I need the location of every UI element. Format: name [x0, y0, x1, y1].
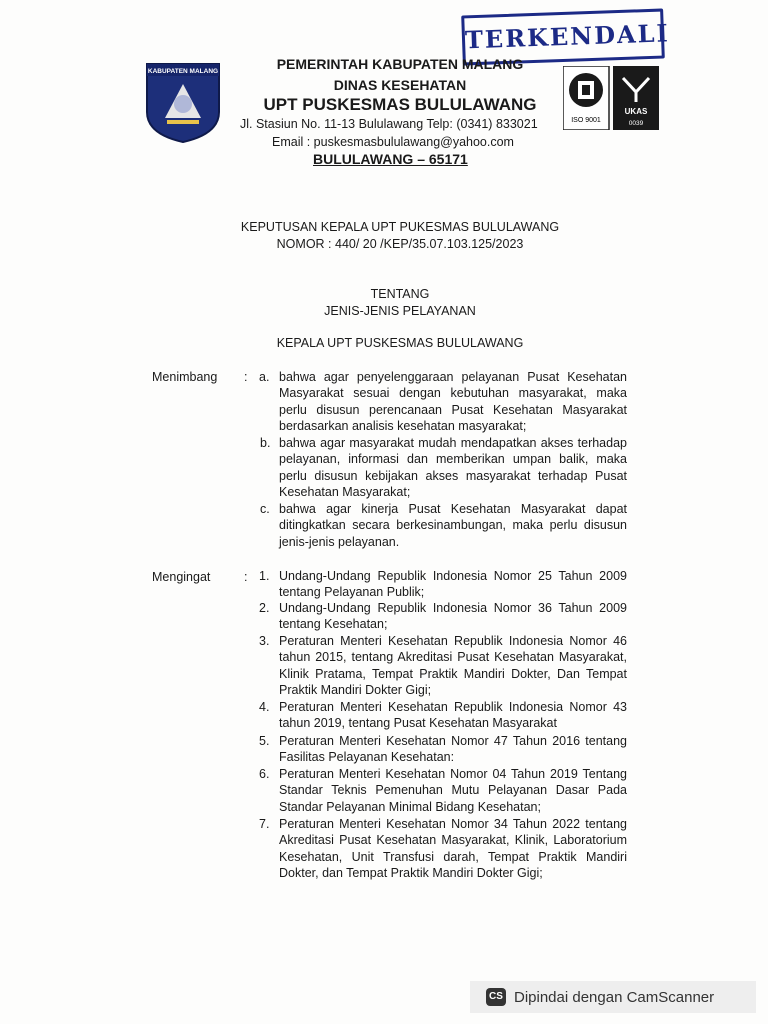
- mengingat-mark-6: 6.: [259, 767, 270, 781]
- mengingat-mark-5: 5.: [259, 734, 270, 748]
- letterhead-government: PEMERINTAH KABUPATEN MALANG: [276, 56, 524, 72]
- mengingat-item-3: Peraturan Menteri Kesehatan Republik Indonesia Nomor 46 tahun 2015, tentang Akreditasi Pusat Kesehatan Masyarakat, Klinik Pratama, Tempat Praktik Mandiri Dokter, Dan Tempat Praktik Mandiri Dokter Gigi;: [279, 634, 627, 698]
- mengingat-item-2: Undang-Undang Republik Indonesia Nomor 36 Tahun 2009 tentang Kesehatan;: [279, 601, 627, 632]
- camscanner-watermark: [470, 981, 756, 1013]
- mengingat-colon: :: [244, 570, 248, 584]
- logo-left-label: KABUPATEN MALANG: [147, 68, 219, 75]
- ukas-code: 0039: [628, 120, 644, 127]
- iso-label: ISO 9001: [571, 117, 601, 124]
- menimbang-colon: :: [244, 370, 248, 384]
- mengingat-item-4: Peraturan Menteri Kesehatan Republik Indonesia Nomor 43 tahun 2019, tentang Pusat Kesehatan Masyarakat: [279, 700, 627, 731]
- menimbang-item-a: bahwa agar penyelenggaraan pelayanan Pusat Kesehatan Masyarakat sesuai dengan kebutuhan masyarakat, maka perlu disusun perencanaan Pusat Kesehatan Masyarakat berdasarkan analisis kesehatan masyarakat;: [279, 370, 627, 434]
- mengingat-mark-2: 2.: [259, 601, 270, 615]
- letterhead-address: Jl. Stasiun No. 11-13 Bululawang Telp: (0341) 833021: [240, 117, 538, 131]
- menimbang-mark-a: a.: [259, 370, 270, 384]
- decree-title: KEPUTUSAN KEPALA UPT PUKESMAS BULULAWANG: [240, 220, 560, 234]
- decree-about: JENIS-JENIS PELAYANAN: [324, 304, 476, 318]
- decree-number: NOMOR : 440/ 20 /KEP/35.07.103.125/2023: [276, 237, 524, 251]
- mengingat-mark-7: 7.: [259, 817, 270, 831]
- mengingat-mark-4: 4.: [259, 700, 270, 714]
- menimbang-item-c: bahwa agar kinerja Pusat Kesehatan Masyarakat dapat ditingkatkan secara berkesinambungan, maka perlu disusun jenis-jenis pelayanan.: [279, 502, 627, 549]
- letterhead-institution: UPT PUSKESMAS BULULAWANG: [263, 95, 537, 114]
- camscanner-text: Dipindai dengan CamScanner: [514, 988, 715, 1006]
- menimbang-mark-b: b.: [260, 436, 271, 450]
- mengingat-label: Mengingat: [152, 570, 211, 584]
- menimbang-label: Menimbang: [152, 370, 218, 384]
- certification-badges: [563, 66, 659, 130]
- ukas-label: UKAS: [624, 107, 648, 116]
- letterhead-city: BULULAWANG – 65171: [313, 151, 468, 167]
- mengingat-item-7: Peraturan Menteri Kesehatan Nomor 34 Tahun 2022 tentang Akreditasi Pusat Kesehatan Masyarakat, Klinik, Laboratorium Kesehatan, Unit Transfusi darah, Tempat Praktik Mandiri Dokter, dan Tempat Praktik Mandiri Dokter Gigi;: [279, 817, 627, 881]
- mengingat-mark-1: 1.: [259, 569, 270, 583]
- letterhead-email: Email : puskesmasbululawang@yahoo.com: [272, 135, 514, 149]
- mengingat-item-6: Peraturan Menteri Kesehatan Nomor 04 Tahun 2019 Tentang Standar Teknis Pemenuhan Mutu Pelayanan Dasar Pada Standar Pelayanan Minimal Bidang Kesehatan;: [279, 767, 627, 814]
- mengingat-item-5: Peraturan Menteri Kesehatan Nomor 47 Tahun 2016 tentang Fasilitas Pelayanan Kesehatan:: [279, 734, 627, 765]
- menimbang-mark-c: c.: [260, 502, 270, 516]
- camscanner-icon: CS: [486, 988, 506, 1006]
- menimbang-item-b: bahwa agar masyarakat mudah mendapatkan akses terhadap pelayanan, informasi dan memberikan umpan balik, maka perlu disusun kebijakan akses masyarakat terhadap Pusat Kesehatan Masyarakat;: [279, 436, 627, 500]
- mengingat-mark-3: 3.: [259, 634, 270, 648]
- mengingat-item-1: Undang-Undang Republik Indonesia Nomor 25 Tahun 2009 tentang Pelayanan Publik;: [279, 569, 627, 600]
- kabupaten-malang-logo: [143, 60, 223, 144]
- terkendali-stamp: TERKENDALI: [461, 8, 665, 65]
- letterhead-department: DINAS KESEHATAN: [333, 77, 467, 93]
- decree-about-label: TENTANG: [370, 287, 430, 301]
- decree-signatory: KEPALA UPT PUSKESMAS BULULAWANG: [276, 336, 524, 350]
